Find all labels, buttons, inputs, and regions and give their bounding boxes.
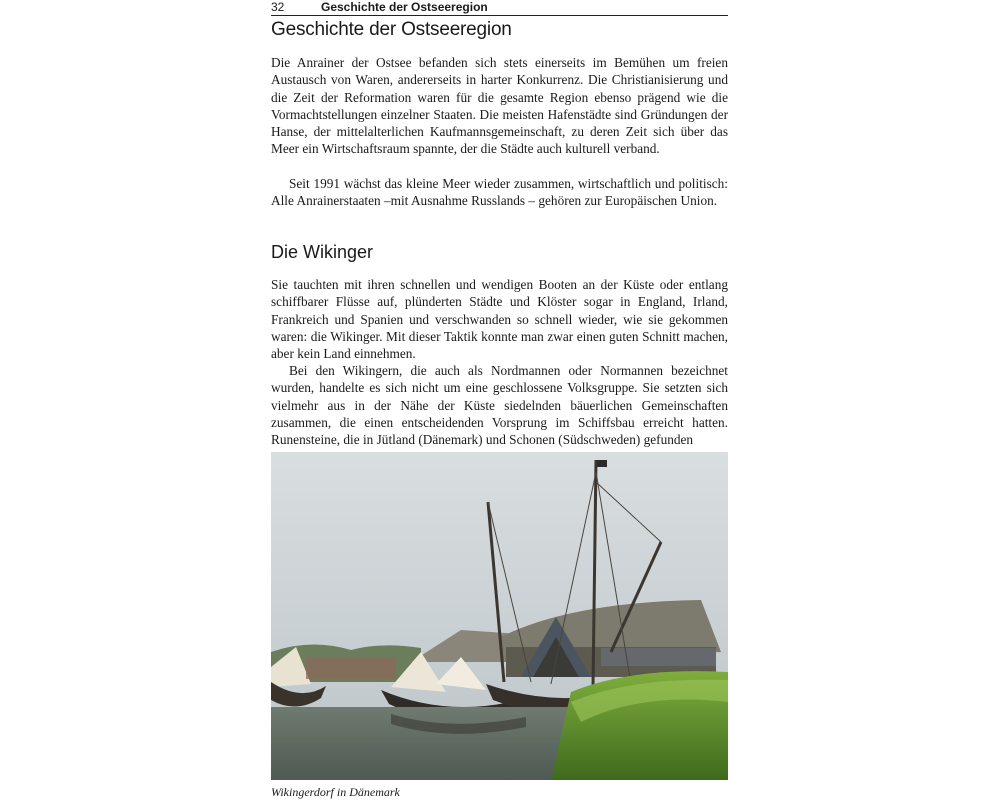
crowd bbox=[601, 648, 716, 666]
crowd bbox=[306, 657, 396, 679]
running-head bbox=[271, 0, 728, 16]
paragraph: Seit 1991 wächst das kleine Meer wieder zusammen, wirtschaftlich und politisch: Alle Anrainerstaaten –mit Ausnahme Russlands – gehören zur Europäischen Union. bbox=[271, 176, 728, 209]
figure-caption: Wikingerdorf in Dänemark bbox=[271, 785, 400, 799]
paragraph: Die Anrainer der Ostsee befanden sich stets einerseits im Bemühen um freien Austausch von Waren, andererseits in harter Konkurrenz. Die Christianisierung und die Zeit der Reformation waren für die gesamte Region ebenso prägend wie die Vormachtstellungen einzelner Staaten. Die meisten Hafenstädte sind Gründungen der Hanse, der mittelalterlichen Kaufmannsgemeinschaft, zu deren Zeit sich über das Meer ein Wirtschaftsraum spannte, der die Städte auch kulturell verband. bbox=[271, 55, 728, 157]
flag bbox=[597, 460, 607, 467]
book-page bbox=[271, 0, 728, 800]
paragraph: Sie tauchten mit ihren schnellen und wendigen Booten an der Küste oder entlang schiffbarer Flüsse auf, plünderten Städte und Klöster sogar in England, Irland, Frankreich und Spanien und verschwanden so schnell wieder, wie sie gekommen waren: die Wikinger. Mit dieser Taktik konnte man zwar einen guten Schnitt machen, aber kein Land einnehmen. bbox=[271, 277, 728, 362]
viking-village-photo bbox=[271, 452, 728, 780]
subsection-heading: Die Wikinger bbox=[271, 242, 374, 262]
section-heading: Geschichte der Ostseeregion bbox=[271, 19, 512, 40]
page-number: 32 bbox=[271, 0, 285, 14]
running-head-title: Geschichte der Ostseeregion bbox=[321, 0, 488, 14]
paragraph: Bei den Wikingern, die auch als Nordmannen oder Normannen bezeichnet wurden, handelte es sich nicht um eine geschlossene Volksgruppe. Sie setzten sich vielmehr aus in der Nähe der Küste siedelnden bäuerlichen Gemeinschaften zusammen, die einen entscheidenden Vorsprung im Schiffsbau erreicht hatten. Runensteine, die in Jütland (Dänemark) und Schonen (Südschweden) gefunden bbox=[271, 363, 728, 448]
